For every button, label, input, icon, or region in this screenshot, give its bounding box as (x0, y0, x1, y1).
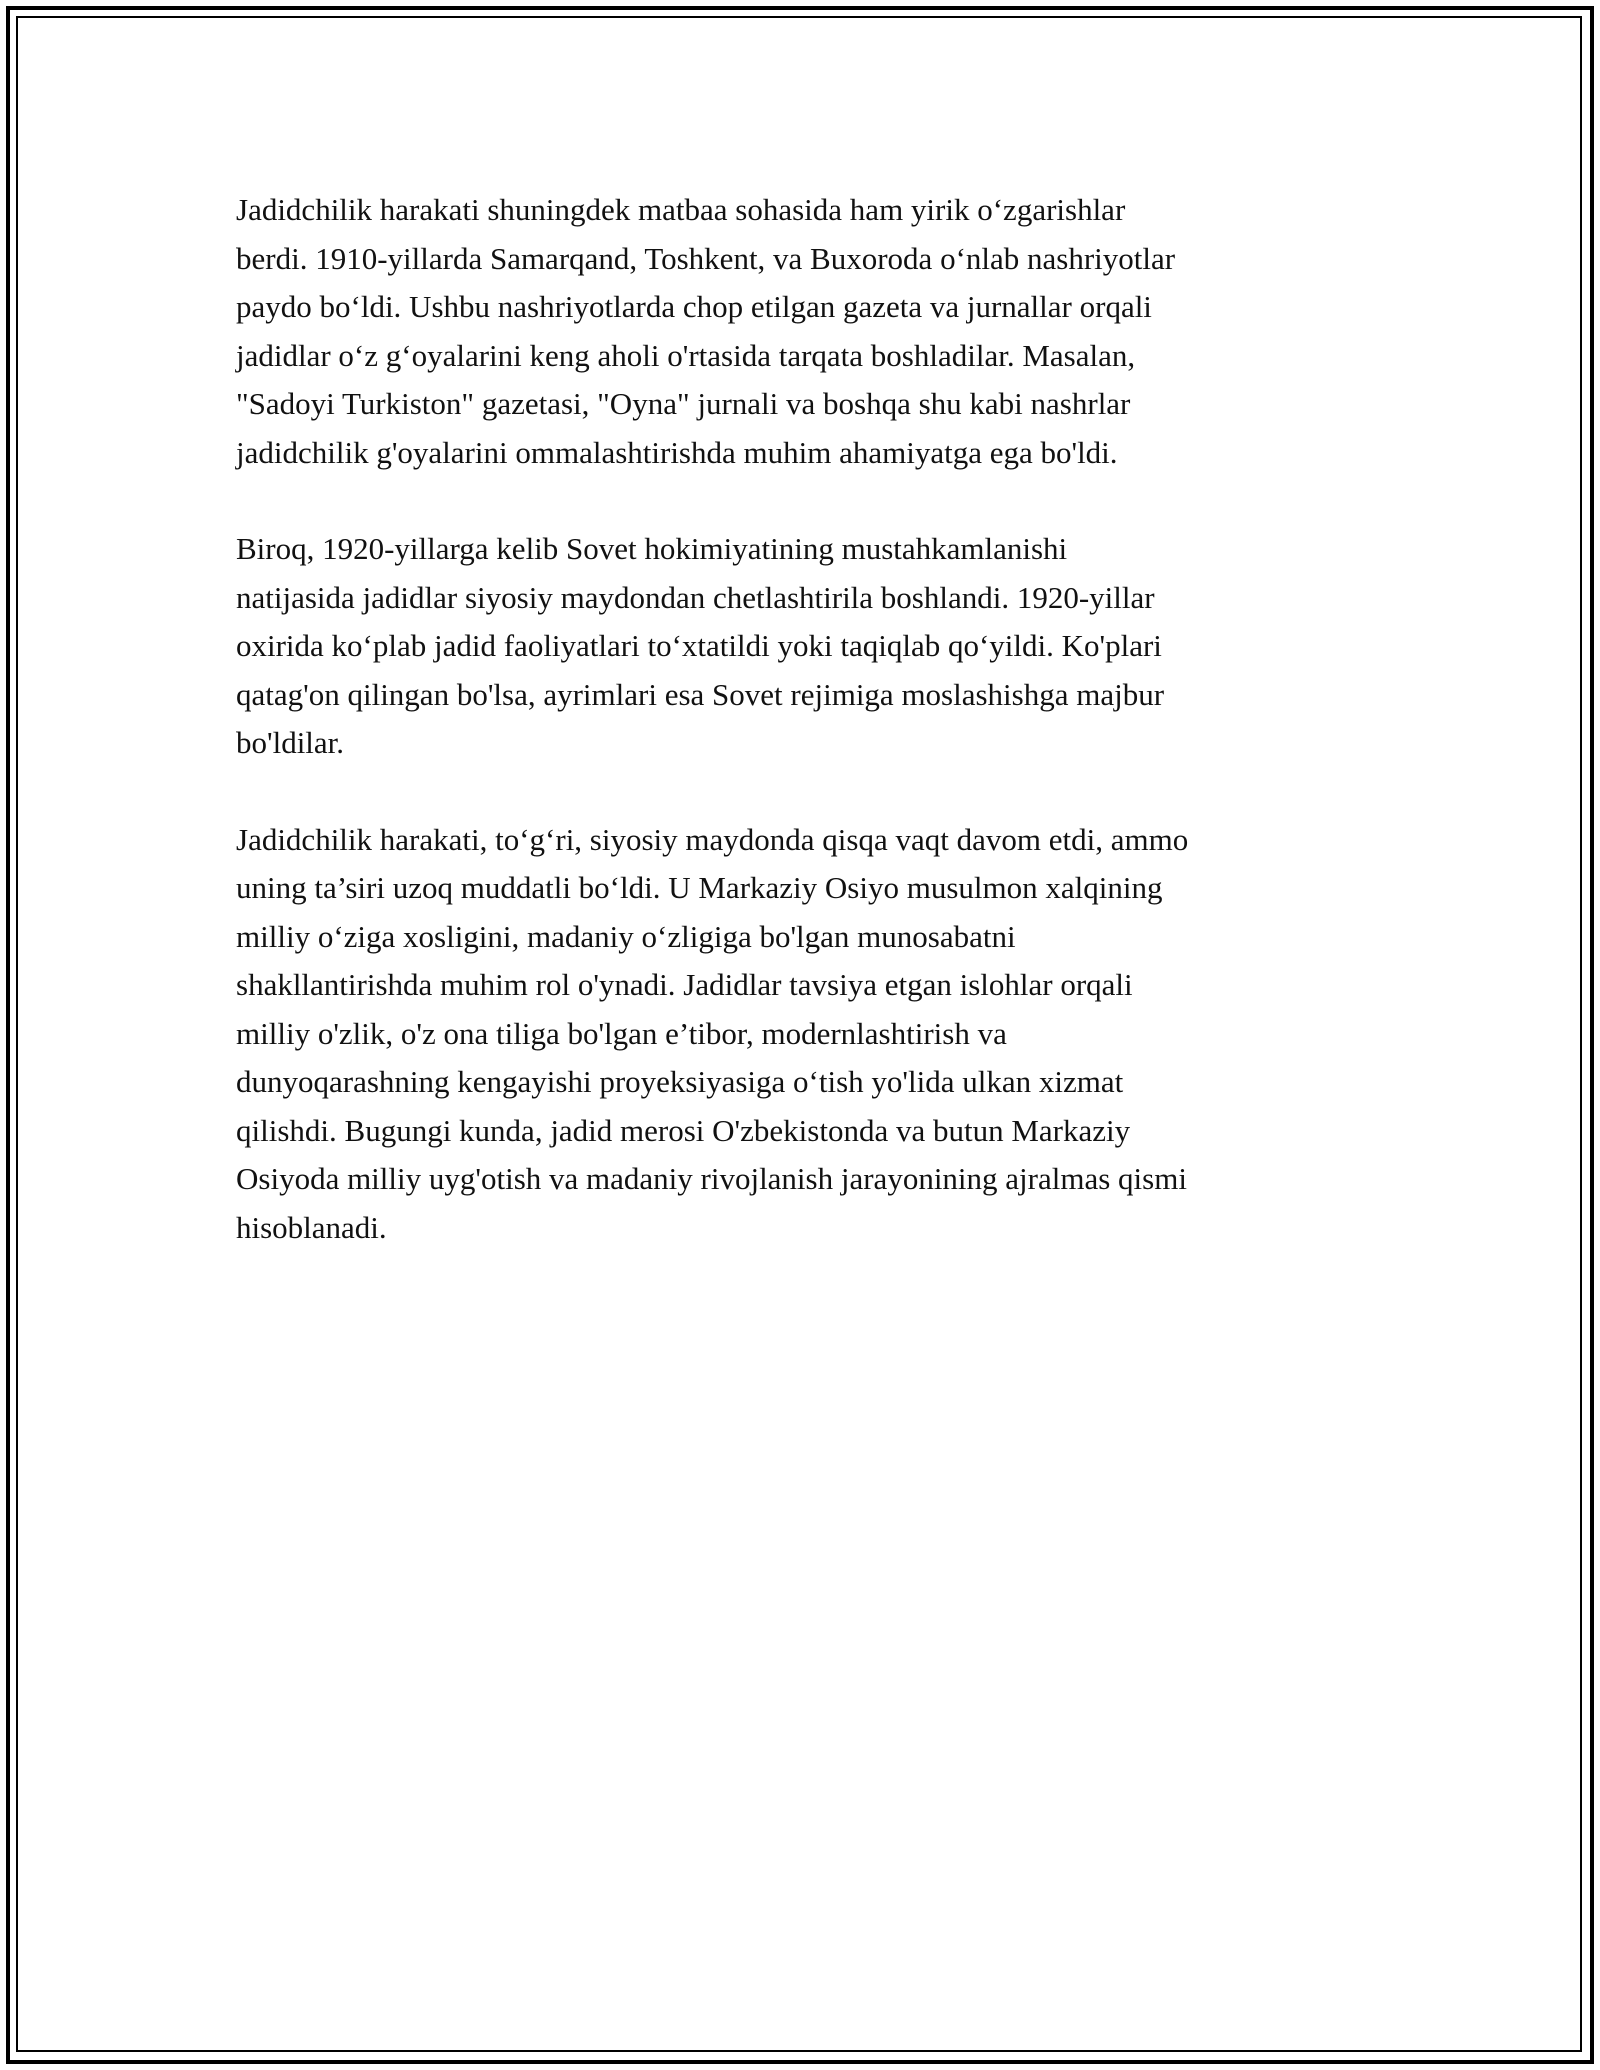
document-body (236, 186, 1366, 1300)
text-line: natijasida jadidlar siyosiy maydondan chetlashtirila boshlandi. 1920-yillar (236, 579, 1155, 615)
paragraph-printing-press (236, 186, 1366, 477)
paragraph-legacy (236, 816, 1366, 1253)
text-line: oxirida ko‘plab jadid faoliyatlari to‘xtatildi yoki taqiqlab qo‘yildi. Ko'plari (236, 628, 1162, 663)
text-line: paydo bo‘ldi. Ushbu nashriyotlarda chop etilgan gazeta va jurnallar orqali (236, 289, 1152, 324)
text-line: milliy o‘ziga xosligini, madaniy o‘zligiga bo'lgan munosabatni (236, 918, 1016, 954)
text-line: dunyoqarashning kengayishi proyeksiyasiga o‘tish yo'lida ulkan xizmat (236, 1064, 1124, 1099)
text-line: jadidchilik g'oyalarini ommalashtirishda muhim ahamiyatga ega bo'ldi. (236, 434, 1118, 470)
paragraph-soviet-period (236, 525, 1366, 768)
text-line: hisoblanadi. (236, 1209, 387, 1245)
text-line: "Sadoyi Turkiston" gazetasi, "Oyna" jurnali va boshqa shu kabi nashrlar (236, 386, 1131, 421)
text-line: jadidlar o‘z g‘oyalarini keng aholi o'rtasida tarqata boshladilar. Masalan, (236, 337, 1136, 373)
text-line: berdi. 1910-yillarda Samarqand, Toshkent, va Buxoroda o‘nlab nashriyotlar (236, 240, 1176, 276)
text-line: qatag'on qilingan bo'lsa, ayrimlari esa Sovet rejimiga moslashishga majbur (236, 676, 1165, 712)
text-line: Biroq, 1920-yillarga kelib Sovet hokimiyatining mustahkamlanishi (236, 531, 1068, 566)
text-line: uning ta’siri uzoq muddatli bo‘ldi. U Markaziy Osiyo musulmon xalqining (236, 870, 1163, 905)
text-line: shakllantirishda muhim rol o'ynadi. Jadidlar tavsiya etgan islohlar orqali (236, 967, 1133, 1002)
text-line: Jadidchilik harakati, to‘g‘ri, siyosiy maydonda qisqa vaqt davom etdi, ammo (236, 821, 1189, 857)
text-line: Osiyoda milliy uyg'otish va madaniy rivojlanish jarayonining ajralmas qismi (236, 1161, 1187, 1196)
text-line: milliy o'zlik, o'z ona tiliga bo'lgan e’tibor, modernlashtirish va (236, 1015, 1007, 1051)
text-line: Jadidchilik harakati shuningdek matbaa sohasida ham yirik o‘zgarishlar (236, 192, 1126, 227)
text-line: qilishdi. Bugungi kunda, jadid merosi O'zbekistonda va butun Markaziy (236, 1112, 1131, 1148)
text-line: bo'ldilar. (236, 725, 345, 760)
